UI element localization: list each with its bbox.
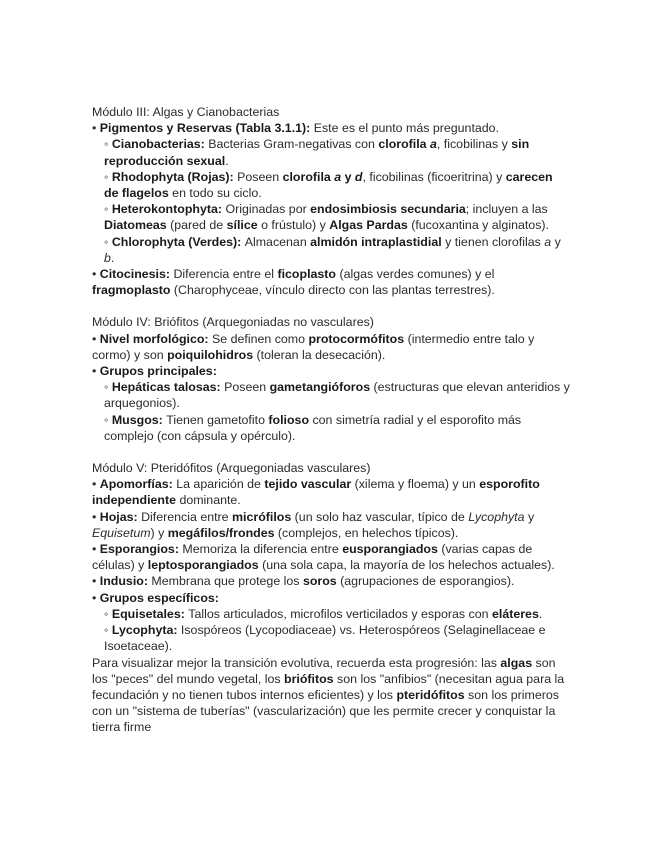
text-run: Indusio:: [99, 574, 152, 589]
hollow-bullet-icon: ◦: [104, 234, 112, 249]
text-run: Este es el punto más preguntado.: [313, 121, 500, 136]
text-run: eláteres: [491, 606, 539, 621]
text-run: sin reproducción sexual: [104, 137, 530, 168]
bullet-item: [92, 509, 570, 541]
text-run: (agrupaciones de esporangios).: [336, 574, 515, 589]
text-run: y: [524, 509, 535, 524]
text-run: Diferencia entre el: [173, 267, 278, 282]
text-run: Grupos específicos:: [99, 590, 219, 605]
section-heading: Módulo IV: Briófitos (Arquegoniadas no vasculares): [92, 315, 374, 330]
text-run: Equisetum: [92, 525, 151, 540]
text-run: (fucoxantina y alginatos).: [407, 218, 549, 233]
text-run: y tienen clorofilas: [441, 234, 545, 249]
text-run: Lycophyta: [468, 509, 525, 524]
text-run: (toleran la desecación).: [253, 347, 386, 362]
text-run: en todo su ciclo.: [168, 186, 262, 201]
text-run: .: [538, 606, 543, 621]
bullet-icon: •: [92, 364, 100, 379]
text-run: Isospóreos (Lycopodiaceae) vs. Heterospóreos (Selaginellaceae e Isoetaceae).: [104, 623, 546, 654]
bullet-icon: •: [92, 121, 100, 136]
text-run: .: [225, 153, 229, 168]
text-run: (estructuras que elevan anteridios y arquegonios).: [104, 380, 570, 411]
sub-bullet-item: [92, 201, 570, 233]
text-run: Chlorophyta (Verdes):: [111, 234, 245, 249]
hollow-bullet-icon: ◦: [104, 169, 112, 184]
text-run: ) y: [150, 525, 168, 540]
text-run: a: [430, 137, 437, 152]
text-run: tejido vascular: [264, 477, 352, 492]
sub-bullet-item: [92, 169, 570, 201]
text-run: dominante.: [176, 493, 241, 508]
text-run: Apomorfías:: [99, 477, 177, 492]
bullet-item: [92, 120, 570, 136]
document-body: [92, 104, 570, 736]
text-run: Diatomeas: [104, 218, 167, 233]
section-content: [92, 476, 570, 735]
text-run: Grupos principales:: [99, 364, 217, 379]
text-run: Equisetales:: [111, 606, 189, 621]
text-run: Esporangios:: [99, 542, 183, 557]
bullet-item: [92, 363, 570, 379]
bullet-item: [92, 331, 570, 363]
text-run: leptosporangiados: [147, 558, 259, 573]
bullet-item: [92, 541, 570, 573]
text-run: eusporangiados: [342, 542, 438, 557]
bullet-item: [92, 266, 570, 298]
text-run: .: [110, 250, 115, 265]
text-run: esporofito independiente: [92, 477, 540, 508]
section-heading: Módulo III: Algas y Cianobacterias: [92, 105, 280, 119]
bullet-icon: •: [92, 574, 100, 589]
text-run: son los "peces" del mundo vegetal, los: [92, 655, 556, 686]
text-run: Almacenan: [244, 234, 311, 249]
text-run: Hepáticas talosas:: [111, 380, 225, 395]
text-run: Diferencia entre: [141, 509, 233, 524]
text-run: Pigmentos y Reservas (Tabla 3.1.1):: [99, 121, 314, 136]
text-run: ; incluyen a las: [465, 202, 548, 217]
text-run: , ficobilinas y: [436, 137, 512, 152]
text-run: briófitos: [284, 671, 334, 686]
text-run: Poseen: [224, 380, 270, 395]
text-run: Musgos:: [111, 412, 167, 427]
hollow-bullet-icon: ◦: [104, 380, 112, 395]
text-run: (varias capas de células) y: [92, 542, 533, 573]
text-run: folioso: [268, 412, 310, 427]
text-run: carecen de flagelos: [104, 169, 553, 201]
text-run: (Charophyceae, vínculo directo con las plantas terrestres).: [170, 283, 495, 298]
text-run: Citocinesis:: [99, 267, 174, 282]
sub-bullet-item: [92, 622, 570, 654]
text-run: poiquilohidros: [167, 347, 254, 362]
text-run: b: [104, 250, 111, 265]
text-run: protocormófitos: [308, 331, 405, 346]
text-run: (una sola capa, la mayoría de los helechos actuales).: [258, 558, 555, 573]
text-run: algas: [500, 655, 533, 670]
hollow-bullet-icon: ◦: [104, 137, 112, 152]
text-run: soros: [302, 574, 337, 589]
text-run: (intermedio entre talo y cormo) y son: [92, 331, 535, 362]
text-run: (xilema y floema) y un: [351, 477, 480, 492]
text-run: Tallos articulados, microfilos verticilados y esporas con: [188, 606, 492, 621]
sub-bullet-item: [92, 606, 570, 622]
text-run: Nivel morfológico:: [99, 331, 212, 346]
hollow-bullet-icon: ◦: [104, 202, 112, 217]
text-run: (pared de: [166, 218, 227, 233]
section-gap: [92, 298, 570, 314]
text-run: Para visualizar mejor la transición evolutiva, recuerda esta progresión: las: [92, 655, 501, 670]
text-run: Rhodophyta (Rojas):: [111, 169, 238, 184]
bullet-icon: •: [92, 267, 100, 282]
text-run: son los "anfibios" (necesitan agua para la fecundación y no tienen tubos internos eficientes) y los: [92, 671, 565, 702]
text-run: megáfilos/frondes: [167, 525, 275, 540]
text-run: clorofila: [378, 137, 430, 152]
text-run: (complejos, en helechos típicos).: [274, 525, 459, 540]
bullet-icon: •: [92, 509, 100, 524]
text-run: y: [551, 234, 561, 249]
text-run: La aparición de: [176, 477, 265, 492]
sub-bullet-item: [92, 412, 570, 444]
text-run: Poseen: [237, 169, 283, 184]
bullet-item: [92, 590, 570, 606]
section-heading: Módulo V: Pteridófitos (Arquegoniadas vasculares): [92, 461, 371, 476]
hollow-bullet-icon: ◦: [104, 606, 112, 621]
bullet-icon: •: [92, 477, 100, 492]
text-run: endosimbiosis secundaria: [310, 202, 466, 217]
text-run: Heterokontophyta:: [111, 202, 226, 217]
text-run: y: [341, 169, 355, 184]
text-run: son los primeros con un "sistema de tuberías" (vascularización) que les permite crecer y conquistar la tierra firme: [92, 687, 559, 735]
paragraph: [92, 655, 570, 736]
text-run: Memoriza la diferencia entre: [182, 542, 343, 557]
hollow-bullet-icon: ◦: [104, 623, 112, 638]
text-run: sílice: [226, 218, 258, 233]
sub-bullet-item: [92, 379, 570, 411]
text-run: ficoplasto: [277, 267, 336, 282]
bullet-icon: •: [92, 590, 100, 605]
text-run: o frústulo) y: [257, 218, 330, 233]
text-run: Tienen gametofito: [166, 412, 269, 427]
text-run: Se definen como: [212, 331, 309, 346]
section-content: [92, 120, 570, 298]
section-gap: [92, 444, 570, 460]
bullet-item: [92, 476, 570, 508]
text-run: Cianobacterias:: [111, 137, 209, 152]
text-run: gametangióforos: [269, 380, 371, 395]
text-run: Bacterias Gram-negativas con: [208, 137, 379, 152]
text-run: a: [544, 234, 552, 249]
text-run: (algas verdes comunes) y el: [336, 267, 495, 282]
text-run: a: [334, 169, 342, 184]
text-run: Algas Pardas: [329, 218, 408, 233]
text-run: con simetría radial y el esporofito más complejo (con cápsula y opérculo).: [104, 412, 522, 443]
text-run: clorofila: [282, 169, 335, 184]
bullet-icon: •: [92, 331, 100, 346]
text-run: Hojas:: [99, 509, 142, 524]
text-run: (un solo haz vascular, típico de: [291, 509, 469, 524]
section-content: [92, 331, 570, 444]
text-run: micrófilos: [232, 509, 292, 524]
text-run: Lycophyta:: [111, 623, 181, 638]
text-run: d: [354, 169, 363, 184]
bullet-item: [92, 573, 570, 589]
text-run: pteridófitos: [396, 687, 465, 702]
sub-bullet-item: [92, 136, 570, 168]
text-run: Membrana que protege los: [151, 574, 303, 589]
text-run: fragmoplasto: [92, 283, 171, 298]
text-run: almidón intraplastidial: [310, 234, 442, 249]
text-run: , ficobilinas (ficoeritrina) y: [362, 169, 506, 184]
sub-bullet-item: [92, 234, 570, 266]
hollow-bullet-icon: ◦: [104, 412, 112, 427]
text-run: Originadas por: [225, 202, 311, 217]
bullet-icon: •: [92, 542, 100, 557]
